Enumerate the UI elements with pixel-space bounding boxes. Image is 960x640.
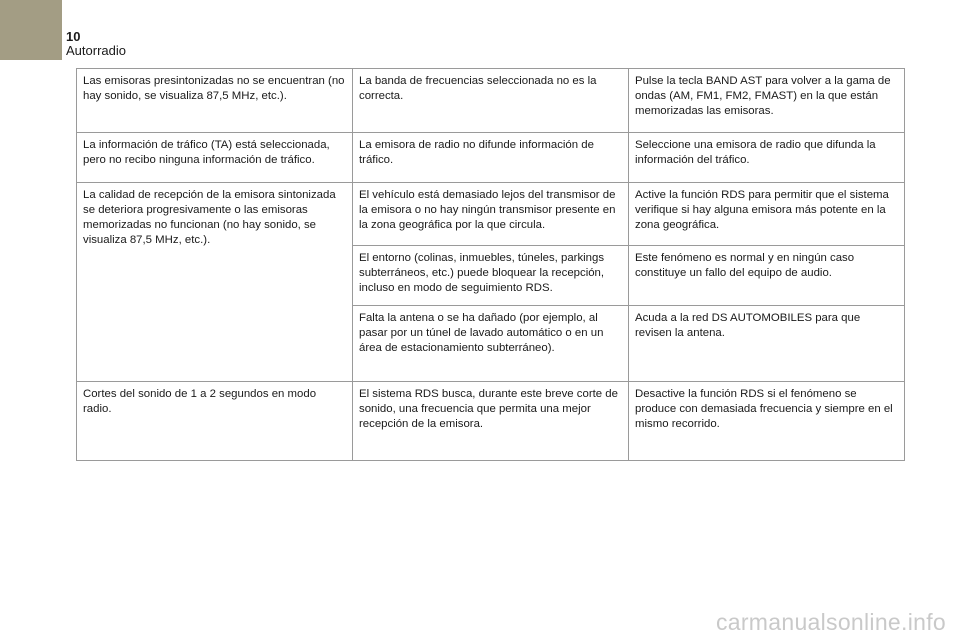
page-corner-block	[0, 0, 62, 60]
solution-cell: Seleccione una emisora de radio que difunda la información del tráfico.	[629, 133, 905, 183]
solution-cell: Pulse la tecla BAND AST para volver a la gama de ondas (AM, FM1, FM2, FMAST) en la que están memorizadas las emisoras.	[629, 69, 905, 133]
table-row	[77, 382, 905, 461]
cause-cell: La emisora de radio no difunde información de tráfico.	[353, 133, 629, 183]
table-row	[77, 69, 905, 133]
cause-cell: La banda de frecuencias seleccionada no es la correcta.	[353, 69, 629, 133]
cause-cell: El sistema RDS busca, durante este breve corte de sonido, una frecuencia que permita una mejor recepción de la emisora.	[353, 382, 629, 461]
problem-cell: La calidad de recepción de la emisora sintonizada se deteriora progresivamente o las emisoras memorizadas no funcionan (no hay sonido, se visualiza 87,5 MHz, etc.).	[77, 183, 353, 382]
section-title: Autorradio	[66, 43, 126, 58]
cause-cell: El entorno (colinas, inmuebles, túneles, parkings subterráneos, etc.) puede bloquear la recepción, incluso en modo de seguimiento RDS.	[353, 246, 629, 306]
watermark: carmanualsonline.info	[715, 609, 946, 635]
problem-cell: La información de tráfico (TA) está seleccionada, pero no recibo ninguna información de tráfico.	[77, 133, 353, 183]
cause-cell: El vehículo está demasiado lejos del transmisor de la emisora o no hay ningún transmisor presente en la zona geográfica por la que circula.	[353, 183, 629, 246]
solution-cell: Este fenómeno es normal y en ningún caso constituye un fallo del equipo de audio.	[629, 246, 905, 306]
problem-cell: Cortes del sonido de 1 a 2 segundos en modo radio.	[77, 382, 353, 461]
table-row	[77, 183, 905, 246]
solution-cell: Active la función RDS para permitir que el sistema verifique si hay alguna emisora más potente en la zona geográfica.	[629, 183, 905, 246]
table-row	[77, 133, 905, 183]
solution-cell: Acuda a la red DS AUTOMOBILES para que revisen la antena.	[629, 306, 905, 382]
troubleshooting-table	[76, 68, 905, 461]
cause-cell: Falta la antena o se ha dañado (por ejemplo, al pasar por un túnel de lavado automático o en un área de estacionamiento subterráneo).	[353, 306, 629, 382]
page-number: 10	[66, 29, 81, 44]
problem-cell: Las emisoras presintonizadas no se encuentran (no hay sonido, se visualiza 87,5 MHz, etc.).	[77, 69, 353, 133]
solution-cell: Desactive la función RDS si el fenómeno se produce con demasiada frecuencia y siempre en el mismo recorrido.	[629, 382, 905, 461]
